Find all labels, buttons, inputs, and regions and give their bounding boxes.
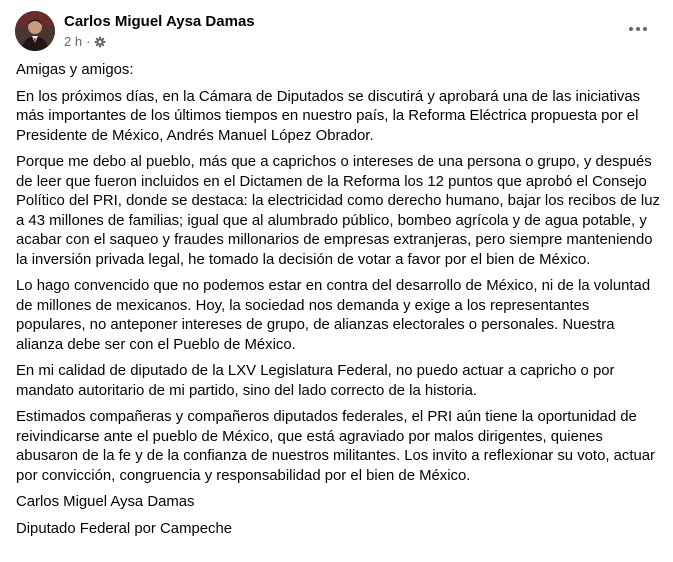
post-body bbox=[16, 61, 661, 546]
post-paragraph: Lo hago convencido que no podemos estar en contra del desarrollo de México, ni de la voluntad de millones de mexicanos. Hoy, la sociedad nos demanda y exige a los representantes populares, no anteponer intereses de grupo, de alianzas electorales o personales. Nuestra alianza debe ser con el Pueblo de México. bbox=[16, 278, 651, 353]
more-options-button[interactable] bbox=[623, 17, 653, 41]
author-name[interactable]: Carlos Miguel Aysa Damas bbox=[64, 13, 255, 30]
gear-icon[interactable] bbox=[94, 36, 106, 48]
post-paragraph: Estimados compañeras y compañeros diputados federales, el PRI aún tiene la oportunidad de reivindicarse ante el pueblo de México, que está agraviado por malos dirigentes, quienes abusaron de la fe y de la confianza de nuestros militantes. Los invito a reflexionar su voto, actuar por convicción, congruencia y responsabilidad por el bien de México. bbox=[16, 409, 656, 484]
meta-separator: · bbox=[86, 34, 91, 49]
post-greeting: Amigas y amigos: bbox=[16, 62, 134, 78]
post-signature-name: Carlos Miguel Aysa Damas bbox=[16, 494, 195, 510]
post-timestamp[interactable]: 2 h bbox=[64, 34, 83, 49]
post-signature-title: Diputado Federal por Campeche bbox=[16, 520, 233, 537]
more-options-icon bbox=[628, 26, 648, 32]
avatar[interactable] bbox=[15, 11, 55, 51]
post-paragraph: En los próximos días, en la Cámara de Diputados se discutirá y aprobará una de las iniciativas más importantes de los últimos tiempos en nuestro país, la Reforma Eléctrica propuesta por el Presidente de México, Andrés Manuel López Obrador. bbox=[16, 88, 641, 144]
post-meta bbox=[64, 34, 106, 49]
post-header bbox=[15, 11, 661, 53]
post-paragraph: Porque me debo al pueblo, más que a caprichos o intereses de una persona o grupo, y después de leer que fueron incluidos en el Dictamen de la Reforma los 12 puntos que aprobó el Consejo Político del PRI, donde se destaca: la electricidad como derecho humano, bajar los recibos de luz a 43 millones de familias; igual que al alumbrado público, bombeo agrícola y de agua potable, y acabar con el saqueo y fraudes millonarios de empresas extranjeras, pero siempre manteniendo la inversión privada legal, he tomado la decisión de votar a favor por el bien de México. bbox=[16, 154, 660, 268]
avatar-image bbox=[15, 11, 55, 51]
post-paragraph: En mi calidad de diputado de la LXV Legislatura Federal, no puedo actuar a capricho o por mandato autoritario de mi partido, sino del lado correcto de la historia. bbox=[16, 363, 615, 399]
